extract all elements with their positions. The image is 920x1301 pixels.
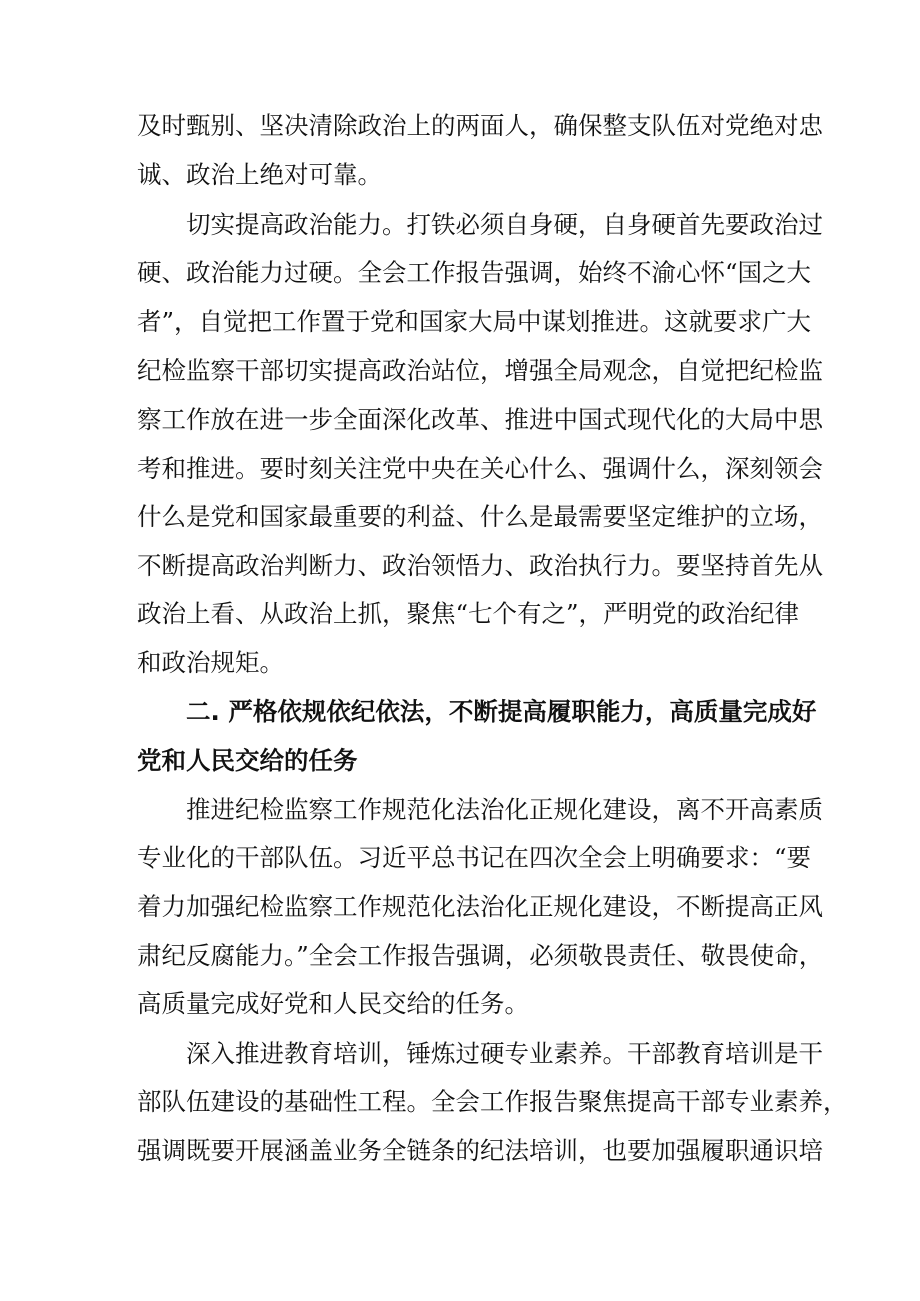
text-line: 着力加强纪检监察工作规范化法治化正规化建设，不断提高正风 [137,892,823,921]
text-line: 高质量完成好党和人民交给的任务。 [137,989,529,1018]
text-line: 不断提高政治判断力、政治领悟力、政治执行力。要坚持首先从 [137,551,823,580]
text-line: 察工作放在进一步全面深化改革、推进中国式现代化的大局中思 [137,405,823,434]
text-line: 肃纪反腐能力。”全会工作报告强调，必须敬畏责任、敬畏使命， [137,941,824,970]
text-line: 推进纪检监察工作规范化法治化正规化建设，离不开高素质 [186,795,823,824]
text-line: 部队伍建设的基础性工程。全会工作报告聚焦提高干部专业素养， [137,1087,848,1116]
text-line: 专业化的干部队伍。习近平总书记在四次全会上明确要求：“要 [137,843,812,872]
text-line: 和政治规矩。 [137,648,284,677]
text-line: 深入推进教育培训，锤炼过硬专业素养。干部教育培训是干 [186,1039,823,1068]
text-line: 什么是党和国家最重要的利益、什么是最需要坚定维护的立场， [137,502,823,531]
text-line: 诚、政治上绝对可靠。 [137,160,382,189]
section-heading: 党和人民交给的任务 [137,746,358,775]
text-line: 及时甄别、坚决清除政治上的两面人，确保整支队伍对党绝对忠 [137,111,823,140]
text-line: 考和推进。要时刻关注党中央在关心什么、强调什么，深刻领会 [137,454,823,483]
text-line: 硬、政治能力过硬。全会工作报告强调，始终不渝心怀“国之大 [137,258,812,287]
text-line: 切实提高政治能力。打铁必须自身硬，自身硬首先要政治过 [186,210,823,239]
text-line: 纪检监察干部切实提高政治站位，增强全局观念，自觉把纪检监 [137,356,823,385]
text-line: 者”，自觉把工作置于党和国家大局中谋划推进。这就要求广大 [137,307,812,336]
section-heading: 二. 严格依规依纪依法，不断提高履职能力，高质量完成好 [186,697,817,726]
text-line: 政治上看、从政治上抓，聚焦“七个有之”，严明党的政治纪律 [137,599,800,628]
text-line: 强调既要开展涵盖业务全链条的纪法培训，也要加强履职通识培 [137,1136,823,1165]
